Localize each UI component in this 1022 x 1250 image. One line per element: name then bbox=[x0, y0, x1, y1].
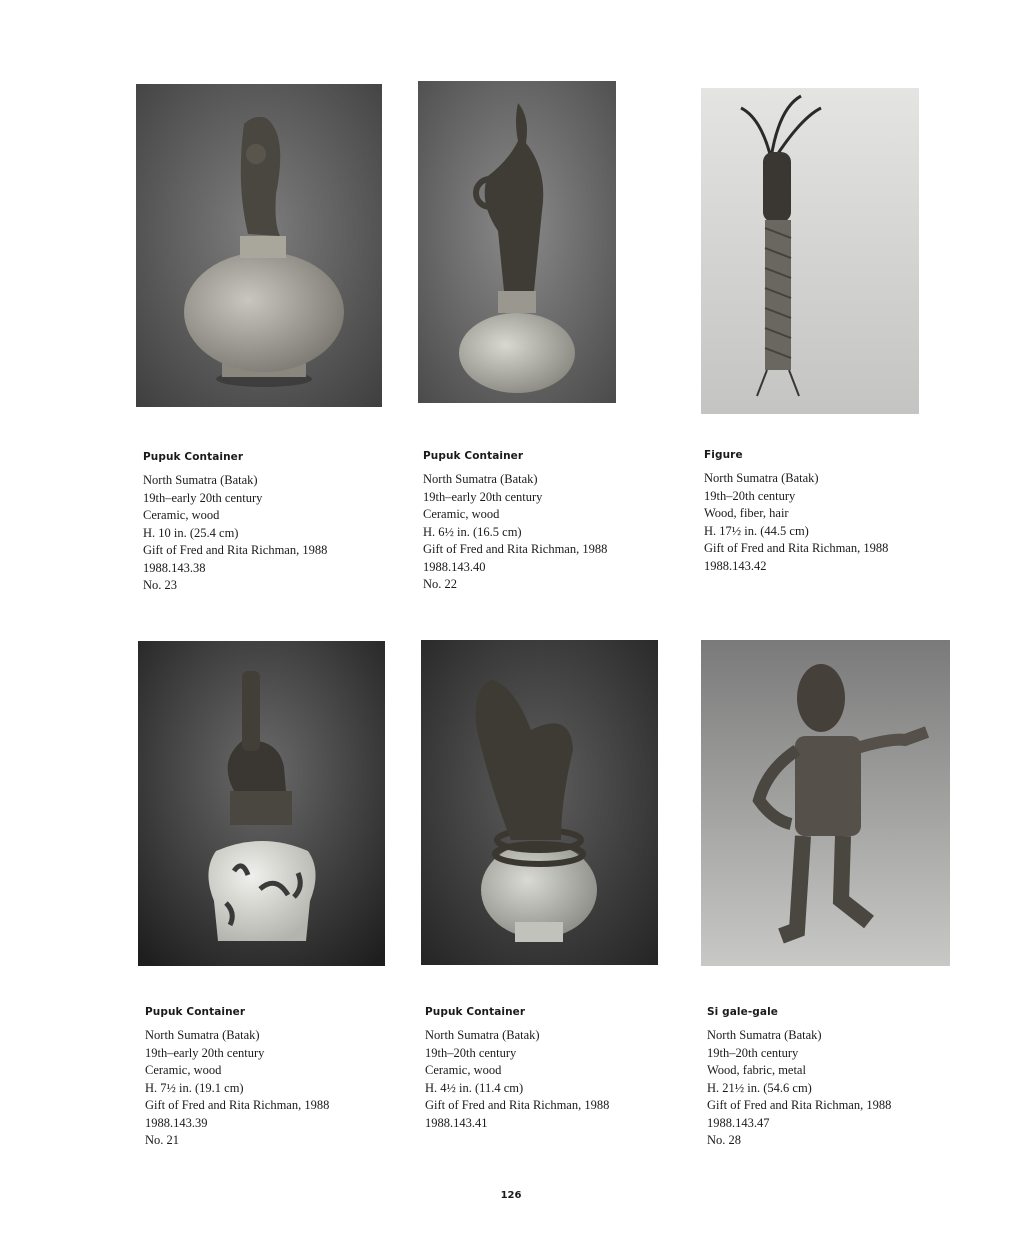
entry-medium: Ceramic, wood bbox=[425, 1063, 502, 1077]
catalog-entry-3 bbox=[704, 448, 964, 575]
entry-origin: North Sumatra (Batak) bbox=[425, 1028, 540, 1042]
entry-accession: 1988.143.39 bbox=[145, 1115, 208, 1130]
photo-si-gale-gale bbox=[701, 640, 950, 966]
entry-dimensions: H. 21½ in. (54.6 cm) bbox=[707, 1080, 812, 1095]
entry-medium: Ceramic, wood bbox=[143, 508, 220, 522]
photo-pupuk-container-4 bbox=[421, 640, 658, 965]
photo-pupuk-container-3 bbox=[138, 641, 385, 966]
entry-catalog-number: No. 23 bbox=[143, 578, 178, 592]
entry-title: Figure bbox=[704, 449, 743, 461]
entry-credit: Gift of Fred and Rita Richman, 1988 bbox=[423, 542, 608, 556]
catalog-entry-6 bbox=[707, 1005, 967, 1150]
entry-medium: Ceramic, wood bbox=[423, 507, 500, 521]
entry-date: 19th–early 20th century bbox=[143, 490, 263, 505]
entry-credit: Gift of Fred and Rita Richman, 1988 bbox=[145, 1098, 330, 1112]
entry-title: Si gale-gale bbox=[707, 1006, 779, 1018]
entry-accession: 1988.143.38 bbox=[143, 560, 206, 575]
entry-medium: Ceramic, wood bbox=[145, 1063, 222, 1077]
entry-title: Pupuk Container bbox=[145, 1006, 246, 1018]
entry-date: 19th–early 20th century bbox=[423, 489, 543, 504]
page-number: 126 bbox=[500, 1190, 522, 1201]
entry-credit: Gift of Fred and Rita Richman, 1988 bbox=[425, 1098, 610, 1112]
catalog-entry-1 bbox=[143, 450, 403, 595]
photo-pupuk-container-2 bbox=[418, 81, 616, 403]
catalog-entry-5 bbox=[425, 1005, 685, 1132]
entry-catalog-number: No. 21 bbox=[145, 1133, 180, 1147]
entry-credit: Gift of Fred and Rita Richman, 1988 bbox=[143, 543, 328, 557]
entry-credit: Gift of Fred and Rita Richman, 1988 bbox=[707, 1098, 892, 1112]
catalog-entry-4 bbox=[145, 1005, 405, 1150]
entry-accession: 1988.143.40 bbox=[423, 559, 486, 574]
entry-origin: North Sumatra (Batak) bbox=[707, 1028, 822, 1042]
entry-origin: North Sumatra (Batak) bbox=[143, 473, 258, 487]
entry-dimensions: H. 17½ in. (44.5 cm) bbox=[704, 523, 809, 538]
entry-origin: North Sumatra (Batak) bbox=[145, 1028, 260, 1042]
catalog-entry-2 bbox=[423, 449, 683, 594]
entry-dimensions: H. 10 in. (25.4 cm) bbox=[143, 525, 239, 540]
entry-accession: 1988.143.47 bbox=[707, 1115, 770, 1130]
entry-medium: Wood, fiber, hair bbox=[704, 506, 789, 520]
entry-title: Pupuk Container bbox=[423, 450, 524, 462]
entry-date: 19th–20th century bbox=[707, 1045, 799, 1060]
photo-pupuk-container-1 bbox=[136, 84, 382, 407]
entry-title: Pupuk Container bbox=[143, 451, 244, 463]
entry-credit: Gift of Fred and Rita Richman, 1988 bbox=[704, 541, 889, 555]
entry-medium: Wood, fabric, metal bbox=[707, 1063, 806, 1077]
entry-origin: North Sumatra (Batak) bbox=[704, 471, 819, 485]
entry-dimensions: H. 7½ in. (19.1 cm) bbox=[145, 1080, 244, 1095]
entry-accession: 1988.143.41 bbox=[425, 1115, 488, 1130]
entry-origin: North Sumatra (Batak) bbox=[423, 472, 538, 486]
entry-dimensions: H. 6½ in. (16.5 cm) bbox=[423, 524, 522, 539]
entry-date: 19th–early 20th century bbox=[145, 1045, 265, 1060]
photo-figure bbox=[701, 88, 919, 414]
entry-dimensions: H. 4½ in. (11.4 cm) bbox=[425, 1080, 524, 1095]
entry-date: 19th–20th century bbox=[425, 1045, 517, 1060]
entry-catalog-number: No. 28 bbox=[707, 1133, 742, 1147]
entry-catalog-number: No. 22 bbox=[423, 577, 458, 591]
entry-title: Pupuk Container bbox=[425, 1006, 526, 1018]
entry-accession: 1988.143.42 bbox=[704, 558, 767, 573]
entry-date: 19th–20th century bbox=[704, 488, 796, 503]
